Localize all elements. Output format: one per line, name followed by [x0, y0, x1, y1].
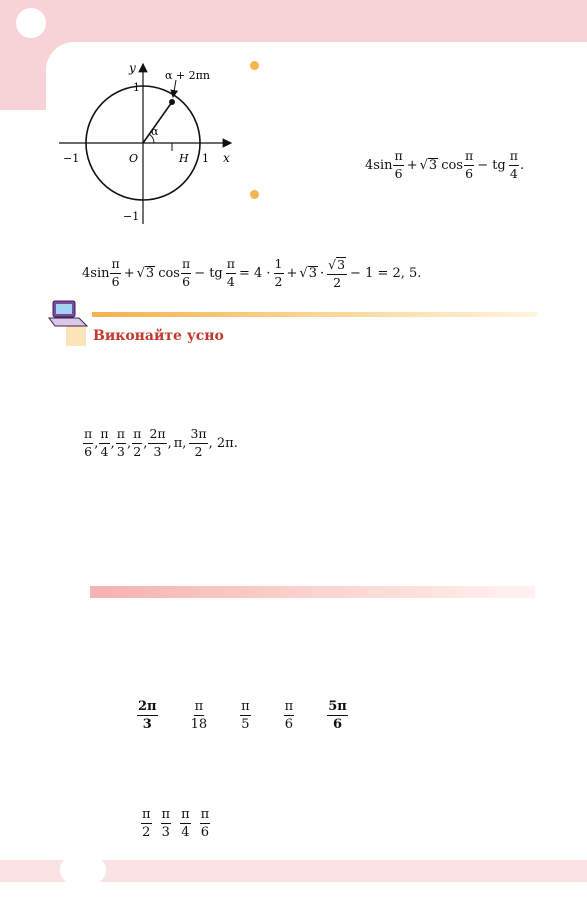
bullet-dot-1 — [250, 61, 259, 70]
tick-top-one: 1 — [133, 81, 140, 94]
fraction-denominator: 6 — [284, 717, 294, 732]
angle-pi-3: $\frac{\pi}{3}$ — [116, 426, 125, 459]
fraction-numerator: π — [284, 699, 294, 714]
angles-list: $\frac{\pi}{6}$ , $\frac{\pi}{4}$ , $\frac{\pi}{3}$ , $\frac{\pi}{2}$ , $\frac{2\pi}{3}$ , π, $\frac{3\pi}{2}$ , 2π. — [84, 426, 238, 459]
expr-plus: + — [406, 157, 418, 173]
unit-circle-diagram — [55, 58, 245, 230]
point-label: α + 2πn — [165, 69, 210, 82]
angle-3pi-2: $\frac{3\pi}{2}$ — [190, 426, 207, 459]
expr-4sin: 4sin — [365, 157, 393, 173]
fraction-denominator: 5 — [241, 717, 250, 732]
angle-pi: π, — [173, 435, 187, 451]
sol-frac-pi-6-b: $\frac{\pi}{6}$ — [181, 256, 191, 289]
expr-sqrt3: 3 — [428, 157, 438, 173]
sol-frac-pi-4: $\frac{\pi}{4}$ — [226, 256, 235, 289]
tick-right-one: 1 — [202, 152, 209, 165]
fraction-numerator: π — [194, 699, 204, 714]
fraction — [284, 700, 295, 731]
expr-minus-tg: − tg — [477, 157, 506, 173]
circle-point — [169, 99, 175, 105]
sol-frac-1-2: $\frac{1}{2}$ — [274, 256, 283, 289]
sol-minus-tg: − tg — [194, 265, 223, 281]
fraction-numerator: 5π — [328, 699, 347, 714]
laptop-icon — [46, 300, 90, 330]
sol-frac-pi-6-a: $\frac{\pi}{6}$ — [111, 256, 120, 289]
fraction-numerator: π — [200, 807, 210, 822]
fraction-denominator: 3 — [161, 825, 170, 840]
sol-plus-2: + — [286, 265, 298, 281]
fraction-denominator: 2 — [142, 825, 151, 840]
sol-sqrt3: 3 — [145, 265, 155, 281]
section-banner-line — [92, 312, 537, 317]
fraction — [191, 700, 208, 731]
origin-label: O — [129, 152, 139, 165]
fraction-numerator: 2π — [138, 699, 157, 714]
h-point-label: H — [179, 152, 189, 165]
fraction — [141, 808, 152, 839]
fraction-denominator: 6 — [332, 717, 342, 732]
sol-equals: = 4 · — [238, 265, 271, 281]
tick-left-minus-one: −1 — [63, 152, 80, 165]
fraction — [200, 808, 211, 839]
y-axis-label: y — [129, 61, 136, 75]
sol-cos: cos — [158, 265, 180, 281]
fraction — [240, 700, 251, 731]
fraction-numerator: π — [142, 807, 151, 822]
solution-expression: 4sin $\frac{\pi}{6}$ + √3 cos $\frac{\pi}{6}$ − tg $\frac{\pi}{4}$ = 4 · $\frac{1}{2}$ + √3 · $\frac{√3}{2}$ − 1 = 2, 5. — [82, 256, 422, 290]
fractions-row-1 — [136, 700, 380, 731]
corner-circle — [16, 8, 46, 38]
example-expression: 4sin $\frac{\pi}{6}$ + √3 cos $\frac{\pi}{6}$ − tg $\frac{\pi}{4}$ . — [365, 148, 525, 181]
fraction — [137, 700, 158, 731]
angle-2pi-3: $\frac{2\pi}{3}$ — [149, 426, 166, 459]
page-number-oval — [60, 856, 106, 884]
angle-pi-4: $\frac{\pi}{4}$ — [100, 426, 109, 459]
label-arrow — [173, 80, 176, 97]
fractions-row-2 — [140, 808, 218, 839]
sol-result: − 1 = 2, 5. — [350, 265, 422, 281]
bullet-dot-2 — [250, 190, 259, 199]
expr-cos: cos — [441, 157, 463, 173]
angle-label: α — [151, 125, 159, 138]
fraction — [161, 808, 172, 839]
fraction-denominator: 6 — [200, 825, 210, 840]
sol-4sin: 4sin — [82, 265, 110, 281]
fraction-denominator: 4 — [181, 825, 190, 840]
fraction-numerator: π — [161, 807, 171, 822]
angle-pi-2: $\frac{\pi}{2}$ — [133, 426, 142, 459]
sol-times: · — [319, 265, 325, 281]
fraction-numerator: π — [241, 699, 250, 714]
section-heading: Виконайте усно — [93, 328, 224, 344]
fraction — [327, 700, 348, 731]
angle-pi-6: $\frac{\pi}{6}$ — [84, 426, 93, 459]
tick-bottom-minus-one: −1 — [123, 210, 140, 223]
sol-frac-sqrt3-2: $\frac{√3}{2}$ — [328, 257, 346, 290]
section-divider-bar — [90, 586, 535, 598]
fraction-numerator: π — [181, 807, 190, 822]
x-axis-label: x — [223, 151, 230, 165]
expr-frac-pi-6-b: $\frac{\pi}{6}$ — [464, 148, 474, 181]
expr-period: . — [519, 157, 525, 173]
expr-frac-pi-6-a: $\frac{\pi}{6}$ — [394, 148, 403, 181]
angle-2pi: , 2π. — [208, 435, 238, 451]
sol-plus: + — [123, 265, 135, 281]
fraction — [180, 808, 191, 839]
fraction-denominator: 18 — [190, 717, 208, 732]
expr-frac-pi-4: $\frac{\pi}{4}$ — [509, 148, 518, 181]
fraction-denominator: 3 — [142, 717, 152, 732]
